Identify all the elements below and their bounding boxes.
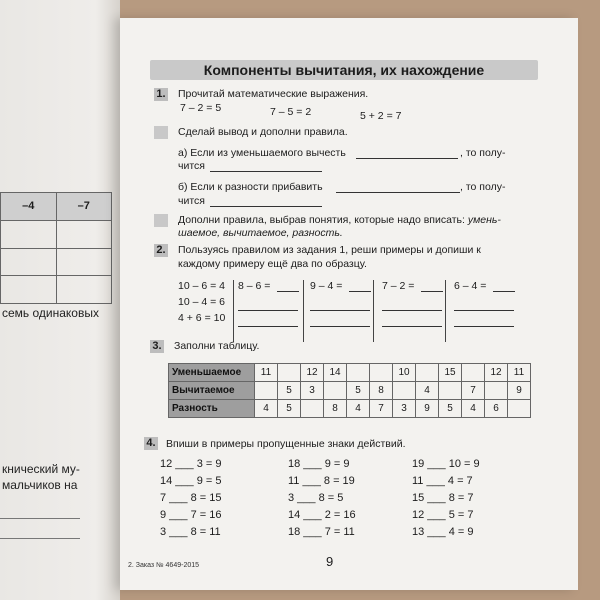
table-cell: 8	[324, 400, 347, 418]
ex1-expression: 7 – 2 = 5	[180, 102, 222, 114]
table-cell: 7	[462, 382, 485, 400]
table-cell: 4	[416, 382, 439, 400]
table-cell[interactable]	[393, 382, 416, 400]
exercise-number: 4.	[144, 437, 158, 450]
page-number: 9	[326, 554, 334, 569]
ex4-instruction: Впиши в примеры пропущенные знаки действий.	[166, 438, 406, 450]
equation: 14 ___ 9 = 5	[160, 475, 222, 487]
equation: 13 ___ 4 = 9	[412, 526, 474, 538]
table-row	[169, 400, 531, 418]
answer-blank[interactable]	[349, 291, 371, 292]
task-expression: 6 – 4 =	[454, 280, 487, 292]
answer-line[interactable]	[310, 310, 370, 311]
rule-a-text: а) Если из уменьшаемого вычесть	[178, 147, 346, 159]
table-cell: 14	[324, 364, 347, 382]
equation: 18 ___ 7 = 11	[288, 526, 355, 538]
footer-text: 2. Заказ № 4649-2015	[128, 562, 200, 569]
rule-a-blank1[interactable]	[356, 158, 458, 159]
equation: 19 ___ 10 = 9	[412, 458, 480, 470]
ex1-conclusion: Сделай вывод и дополни правила.	[178, 126, 348, 138]
equation: 3 ___ 8 = 11	[160, 526, 221, 538]
table-cell: 3	[393, 400, 416, 418]
table-row	[169, 364, 531, 382]
table-cell: 8	[370, 382, 393, 400]
rule-a-text: чится	[178, 160, 205, 172]
table-cell: 7	[370, 400, 393, 418]
answer-line[interactable]	[382, 310, 442, 311]
table-cell: 9	[416, 400, 439, 418]
table-cell: 5	[278, 382, 301, 400]
fill-rule-text: Дополни правила, выбрав понятия, которые надо вписать: умень-	[178, 214, 501, 226]
ex1-expression: 7 – 5 = 2	[270, 106, 312, 118]
table-cell: 9	[508, 382, 531, 400]
rule-a-text: , то полу-	[460, 147, 506, 159]
rule-b-text: б) Если к разности прибавить	[178, 181, 323, 193]
fill-rule-words: шаемое, вычитаемое, разность.	[178, 227, 343, 239]
exercise-number: 1.	[154, 88, 168, 101]
sample-expression: 10 – 6 = 4	[178, 280, 225, 292]
divider	[445, 280, 446, 342]
table-cell: 5	[439, 400, 462, 418]
table-cell: 3	[301, 382, 324, 400]
exercise-number: 3.	[150, 340, 164, 353]
equation: 7 ___ 8 = 15	[160, 492, 222, 504]
equation: 11 ___ 4 = 7	[412, 475, 473, 487]
exercise-number: 2.	[154, 244, 168, 257]
answer-line[interactable]	[238, 310, 298, 311]
equation: 3 ___ 8 = 5	[288, 492, 344, 504]
sample-expression: 4 + 6 = 10	[178, 312, 226, 324]
left-table-header: –7	[56, 193, 112, 221]
equation: 12 ___ 5 = 7	[412, 509, 474, 521]
table-cell: 6	[485, 400, 508, 418]
table-cell: 5	[347, 382, 370, 400]
table-cell: 4	[462, 400, 485, 418]
table-cell[interactable]	[347, 364, 370, 382]
equation: 18 ___ 9 = 9	[288, 458, 350, 470]
table-cell: 12	[485, 364, 508, 382]
rule-b-blank2[interactable]	[210, 206, 322, 207]
table-cell: 11	[255, 364, 278, 382]
divider	[373, 280, 374, 342]
equation: 11 ___ 8 = 19	[288, 475, 355, 487]
table-cell: 4	[347, 400, 370, 418]
table-cell[interactable]	[278, 364, 301, 382]
table-cell[interactable]	[301, 400, 324, 418]
rule-b-blank1[interactable]	[336, 192, 460, 193]
row-header: Разность	[169, 400, 255, 418]
divider	[233, 280, 234, 342]
left-line	[0, 538, 80, 539]
equation: 12 ___ 3 = 9	[160, 458, 222, 470]
left-text: семь одинаковых	[2, 306, 99, 320]
table-cell[interactable]	[370, 364, 393, 382]
task-expression: 8 – 6 =	[238, 280, 271, 292]
rule-b-text: чится	[178, 195, 205, 207]
left-text: мальчиков на	[2, 478, 78, 492]
divider	[303, 280, 304, 342]
left-table	[0, 192, 112, 304]
table-cell: 12	[301, 364, 324, 382]
table-cell[interactable]	[324, 382, 347, 400]
table-cell: 11	[508, 364, 531, 382]
table-cell[interactable]	[255, 382, 278, 400]
left-table-header: –4	[1, 193, 57, 221]
table-row	[169, 382, 531, 400]
answer-line[interactable]	[310, 326, 370, 327]
task-expression: 9 – 4 =	[310, 280, 343, 292]
table-cell: 10	[393, 364, 416, 382]
sample-expression: 10 – 4 = 6	[178, 296, 225, 308]
ex1-instruction: Прочитай математические выражения.	[178, 88, 369, 100]
rule-a-blank2[interactable]	[210, 171, 322, 172]
equation: 9 ___ 7 = 16	[160, 509, 222, 521]
table-cell[interactable]	[416, 364, 439, 382]
ex3-instruction: Заполни таблицу.	[174, 340, 260, 352]
left-page	[0, 0, 120, 600]
left-text: кнический му-	[2, 462, 80, 476]
ex2-instruction: Пользуясь правилом из задания 1, реши примеры и допиши к	[178, 244, 481, 256]
answer-line[interactable]	[238, 326, 298, 327]
rule-b-text: , то полу-	[460, 181, 506, 193]
table-cell[interactable]	[462, 364, 485, 382]
equation: 15 ___ 8 = 7	[412, 492, 474, 504]
table-cell[interactable]	[508, 400, 531, 418]
exercise-marker	[154, 126, 168, 139]
row-header: Уменьшаемое	[169, 364, 255, 382]
table-cell[interactable]	[439, 382, 462, 400]
table-cell: 5	[278, 400, 301, 418]
workbook-page	[120, 18, 578, 590]
ex1-expression: 5 + 2 = 7	[360, 110, 402, 122]
answer-blank[interactable]	[421, 291, 443, 292]
answer-blank[interactable]	[493, 291, 515, 292]
answer-blank[interactable]	[277, 291, 299, 292]
table-cell: 4	[255, 400, 278, 418]
equation: 14 ___ 2 = 16	[288, 509, 356, 521]
row-header: Вычитаемое	[169, 382, 255, 400]
page-title: Компоненты вычитания, их нахождение	[150, 60, 538, 80]
table-cell[interactable]	[485, 382, 508, 400]
subtraction-table	[168, 363, 531, 418]
ex2-instruction: каждому примеру ещё два по образцу.	[178, 258, 367, 270]
left-line	[0, 518, 80, 519]
answer-line[interactable]	[382, 326, 442, 327]
task-expression: 7 – 2 =	[382, 280, 415, 292]
answer-line[interactable]	[454, 310, 514, 311]
exercise-marker	[154, 214, 168, 227]
table-cell: 15	[439, 364, 462, 382]
answer-line[interactable]	[454, 326, 514, 327]
